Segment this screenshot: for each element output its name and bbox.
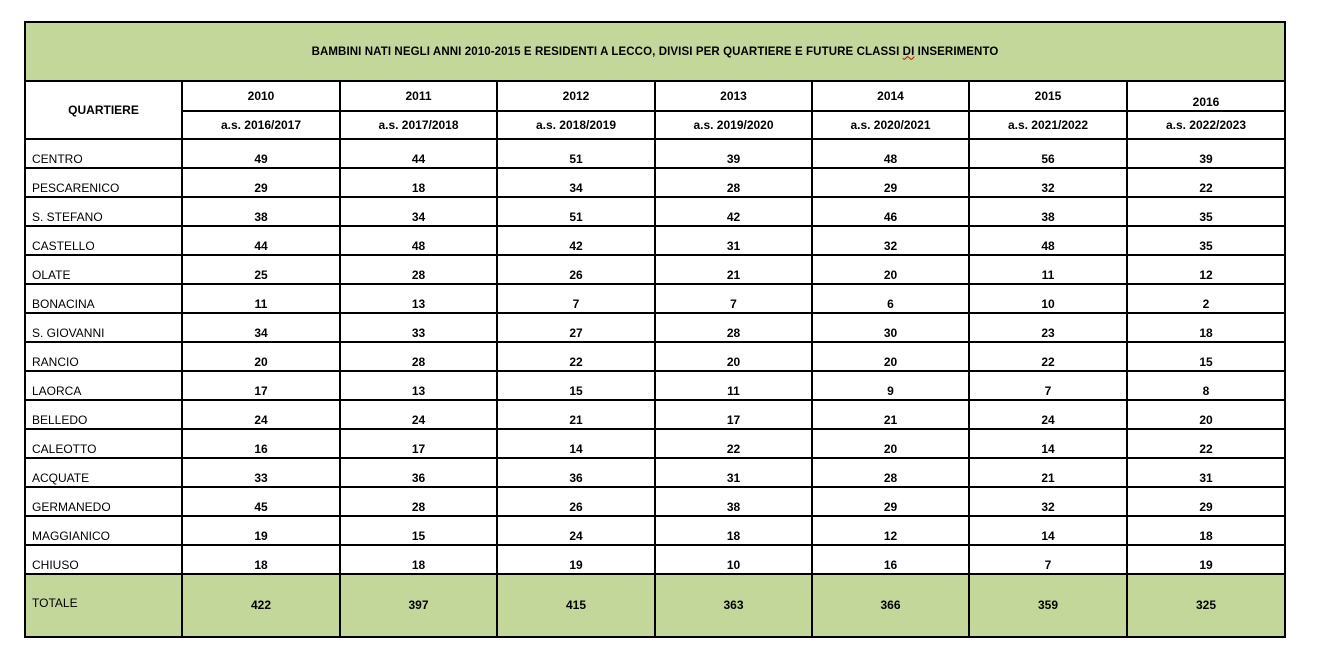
table-cell[interactable]: 18	[340, 545, 497, 574]
table-cell[interactable]: 31	[655, 226, 812, 255]
title-text-end: INSERIMENTO	[914, 45, 999, 58]
table-cell[interactable]: 26	[497, 487, 655, 516]
total-cell[interactable]: 366	[812, 574, 969, 637]
table-cell[interactable]: 48	[969, 226, 1127, 255]
table-cell[interactable]: 23	[969, 313, 1127, 342]
table-cell[interactable]: 12	[1127, 255, 1285, 284]
table-cell[interactable]: 18	[182, 545, 340, 574]
table-row	[25, 284, 1285, 313]
column-header-year[interactable]: 2014	[812, 81, 969, 111]
table-cell[interactable]: 16	[812, 545, 969, 574]
row-label-quartiere[interactable]: S. STEFANO	[25, 197, 182, 226]
table-cell[interactable]: 6	[812, 284, 969, 313]
column-header-year[interactable]: 2013	[655, 81, 812, 111]
total-cell[interactable]: 363	[655, 574, 812, 637]
table-cell[interactable]: 15	[340, 516, 497, 545]
table-cell[interactable]: 29	[812, 168, 969, 197]
table-cell[interactable]: 7	[497, 284, 655, 313]
table-cell[interactable]: 32	[969, 487, 1127, 516]
row-label-quartiere[interactable]: MAGGIANICO	[25, 516, 182, 545]
row-label-quartiere[interactable]: CHIUSO	[25, 545, 182, 574]
table-cell[interactable]: 31	[655, 458, 812, 487]
table-cell[interactable]: 42	[497, 226, 655, 255]
table-cell[interactable]: 33	[182, 458, 340, 487]
column-header-year[interactable]: 2016	[1127, 81, 1285, 111]
table-cell[interactable]: 13	[340, 371, 497, 400]
table-row	[25, 516, 1285, 545]
title-text: BAMBINI NATI NEGLI ANNI 2010-2015 E RESIDENTI A LECCO, DIVISI PER QUARTIERE E FUTURE CLASSI	[311, 45, 903, 58]
column-header-school-year[interactable]: a.s. 2021/2022	[969, 111, 1127, 139]
table-cell[interactable]: 17	[182, 371, 340, 400]
row-label-quartiere[interactable]: ACQUATE	[25, 458, 182, 487]
table-cell[interactable]: 56	[969, 139, 1127, 168]
table-cell[interactable]: 8	[1127, 371, 1285, 400]
row-label-quartiere[interactable]: OLATE	[25, 255, 182, 284]
table-cell[interactable]: 14	[969, 516, 1127, 545]
table-cell[interactable]: 20	[182, 342, 340, 371]
table-cell[interactable]: 48	[340, 226, 497, 255]
row-label-quartiere[interactable]: PESCARENICO	[25, 168, 182, 197]
table-row	[25, 429, 1285, 458]
table-cell[interactable]: 20	[1127, 400, 1285, 429]
table-cell[interactable]: 35	[1127, 226, 1285, 255]
table-cell[interactable]: 35	[1127, 197, 1285, 226]
table-cell[interactable]: 19	[1127, 545, 1285, 574]
table-cell[interactable]: 26	[497, 255, 655, 284]
row-label-quartiere[interactable]: CASTELLO	[25, 226, 182, 255]
table-cell[interactable]: 21	[969, 458, 1127, 487]
table-cell[interactable]: 39	[655, 139, 812, 168]
table-cell[interactable]: 34	[340, 197, 497, 226]
table-cell[interactable]: 48	[812, 139, 969, 168]
row-label-quartiere[interactable]: BELLEDO	[25, 400, 182, 429]
table-cell[interactable]: 11	[969, 255, 1127, 284]
table-cell[interactable]: 20	[655, 342, 812, 371]
column-header-school-year[interactable]: a.s. 2018/2019	[497, 111, 655, 139]
column-header-year[interactable]: 2010	[182, 81, 340, 111]
table-cell[interactable]: 13	[340, 284, 497, 313]
table-cell[interactable]: 20	[812, 429, 969, 458]
table-cell[interactable]: 14	[497, 429, 655, 458]
table-cell[interactable]: 24	[969, 400, 1127, 429]
table-cell[interactable]: 18	[1127, 516, 1285, 545]
table-cell[interactable]: 29	[1127, 487, 1285, 516]
table-cell[interactable]: 38	[182, 197, 340, 226]
table-cell[interactable]: 10	[655, 545, 812, 574]
table-cell[interactable]: 45	[182, 487, 340, 516]
column-header-school-year[interactable]: a.s. 2022/2023	[1127, 111, 1285, 139]
table-cell[interactable]: 2	[1127, 284, 1285, 313]
total-cell[interactable]: 415	[497, 574, 655, 637]
table-cell[interactable]: 38	[655, 487, 812, 516]
table-cell[interactable]: 28	[340, 342, 497, 371]
table-cell[interactable]: 29	[812, 487, 969, 516]
table-cell[interactable]: 33	[340, 313, 497, 342]
table-cell[interactable]: 18	[340, 168, 497, 197]
table-cell[interactable]: 7	[655, 284, 812, 313]
table-cell[interactable]: 42	[655, 197, 812, 226]
total-cell[interactable]: 397	[340, 574, 497, 637]
table-cell[interactable]: 9	[812, 371, 969, 400]
column-header-school-year[interactable]: a.s. 2016/2017	[182, 111, 340, 139]
total-label[interactable]: TOTALE	[25, 574, 182, 637]
table-cell[interactable]: 24	[497, 516, 655, 545]
table-row	[25, 342, 1285, 371]
table-cell[interactable]: 28	[340, 255, 497, 284]
table-cell[interactable]: 12	[812, 516, 969, 545]
table-cell[interactable]: 28	[655, 313, 812, 342]
total-cell[interactable]: 359	[969, 574, 1127, 637]
column-header-year[interactable]: 2012	[497, 81, 655, 111]
table-cell[interactable]: 28	[655, 168, 812, 197]
data-table	[24, 21, 1286, 638]
table-cell[interactable]: 17	[655, 400, 812, 429]
row-label-quartiere[interactable]: RANCIO	[25, 342, 182, 371]
table-cell[interactable]: 20	[812, 255, 969, 284]
table-cell[interactable]: 34	[182, 313, 340, 342]
table-row	[25, 458, 1285, 487]
table-row	[25, 371, 1285, 400]
table-cell[interactable]: 17	[340, 429, 497, 458]
table-row	[25, 487, 1285, 516]
table-row	[25, 313, 1285, 342]
table-cell[interactable]: 21	[812, 400, 969, 429]
table-cell[interactable]: 18	[1127, 313, 1285, 342]
table-cell[interactable]: 39	[1127, 139, 1285, 168]
table-cell[interactable]: 15	[1127, 342, 1285, 371]
table-cell[interactable]: 21	[497, 400, 655, 429]
table-cell[interactable]: 36	[340, 458, 497, 487]
table-cell[interactable]: 30	[812, 313, 969, 342]
table-row	[25, 139, 1285, 168]
spellcheck-flagged-word: DI	[902, 45, 915, 58]
table-cell[interactable]: 31	[1127, 458, 1285, 487]
table-cell[interactable]: 24	[340, 400, 497, 429]
table-cell[interactable]: 36	[497, 458, 655, 487]
row-label-quartiere[interactable]: GERMANEDO	[25, 487, 182, 516]
column-header-year[interactable]: 2015	[969, 81, 1127, 111]
table-row	[25, 197, 1285, 226]
row-label-quartiere[interactable]: S. GIOVANNI	[25, 313, 182, 342]
table-cell[interactable]: 11	[655, 371, 812, 400]
table-cell[interactable]: 51	[497, 197, 655, 226]
table-cell[interactable]: 28	[812, 458, 969, 487]
column-header-school-year[interactable]: a.s. 2019/2020	[655, 111, 812, 139]
table-cell[interactable]: 32	[969, 168, 1127, 197]
row-label-quartiere[interactable]: CENTRO	[25, 139, 182, 168]
table-cell[interactable]: 20	[812, 342, 969, 371]
table-row	[25, 545, 1285, 574]
table-cell[interactable]: 38	[969, 197, 1127, 226]
table-cell[interactable]: 7	[969, 545, 1127, 574]
table-cell[interactable]: 22	[1127, 429, 1285, 458]
table-row	[25, 226, 1285, 255]
table-cell[interactable]: 22	[969, 342, 1127, 371]
row-label-quartiere[interactable]: CALEOTTO	[25, 429, 182, 458]
column-header-year[interactable]: 2011	[340, 81, 497, 111]
column-header-quartiere[interactable]: QUARTIERE	[25, 81, 182, 139]
table-cell[interactable]: 22	[655, 429, 812, 458]
table-cell[interactable]: 10	[969, 284, 1127, 313]
table-title[interactable]	[25, 22, 1285, 81]
table-cell[interactable]: 25	[182, 255, 340, 284]
table-cell[interactable]: 28	[340, 487, 497, 516]
table-cell[interactable]: 44	[340, 139, 497, 168]
column-header-school-year[interactable]: a.s. 2020/2021	[812, 111, 969, 139]
table-cell[interactable]: 34	[497, 168, 655, 197]
total-cell[interactable]: 422	[182, 574, 340, 637]
table-cell[interactable]: 18	[655, 516, 812, 545]
table-cell[interactable]: 19	[182, 516, 340, 545]
table-cell[interactable]: 49	[182, 139, 340, 168]
table-cell[interactable]: 32	[812, 226, 969, 255]
table-cell[interactable]: 7	[969, 371, 1127, 400]
table-cell[interactable]: 27	[497, 313, 655, 342]
total-row	[25, 574, 1285, 637]
table-cell[interactable]: 22	[497, 342, 655, 371]
table-cell[interactable]: 29	[182, 168, 340, 197]
table-cell[interactable]: 51	[497, 139, 655, 168]
table-cell[interactable]: 19	[497, 545, 655, 574]
table-cell[interactable]: 16	[182, 429, 340, 458]
table-cell[interactable]: 46	[812, 197, 969, 226]
table-cell[interactable]: 15	[497, 371, 655, 400]
total-cell[interactable]: 325	[1127, 574, 1285, 637]
table-cell[interactable]: 21	[655, 255, 812, 284]
table-row	[25, 255, 1285, 284]
table-row	[25, 400, 1285, 429]
table-cell[interactable]: 11	[182, 284, 340, 313]
table-row	[25, 168, 1285, 197]
table-cell[interactable]: 14	[969, 429, 1127, 458]
row-label-quartiere[interactable]: LAORCA	[25, 371, 182, 400]
table-cell[interactable]: 44	[182, 226, 340, 255]
row-label-quartiere[interactable]: BONACINA	[25, 284, 182, 313]
table-cell[interactable]: 24	[182, 400, 340, 429]
column-header-school-year[interactable]: a.s. 2017/2018	[340, 111, 497, 139]
table-cell[interactable]: 22	[1127, 168, 1285, 197]
